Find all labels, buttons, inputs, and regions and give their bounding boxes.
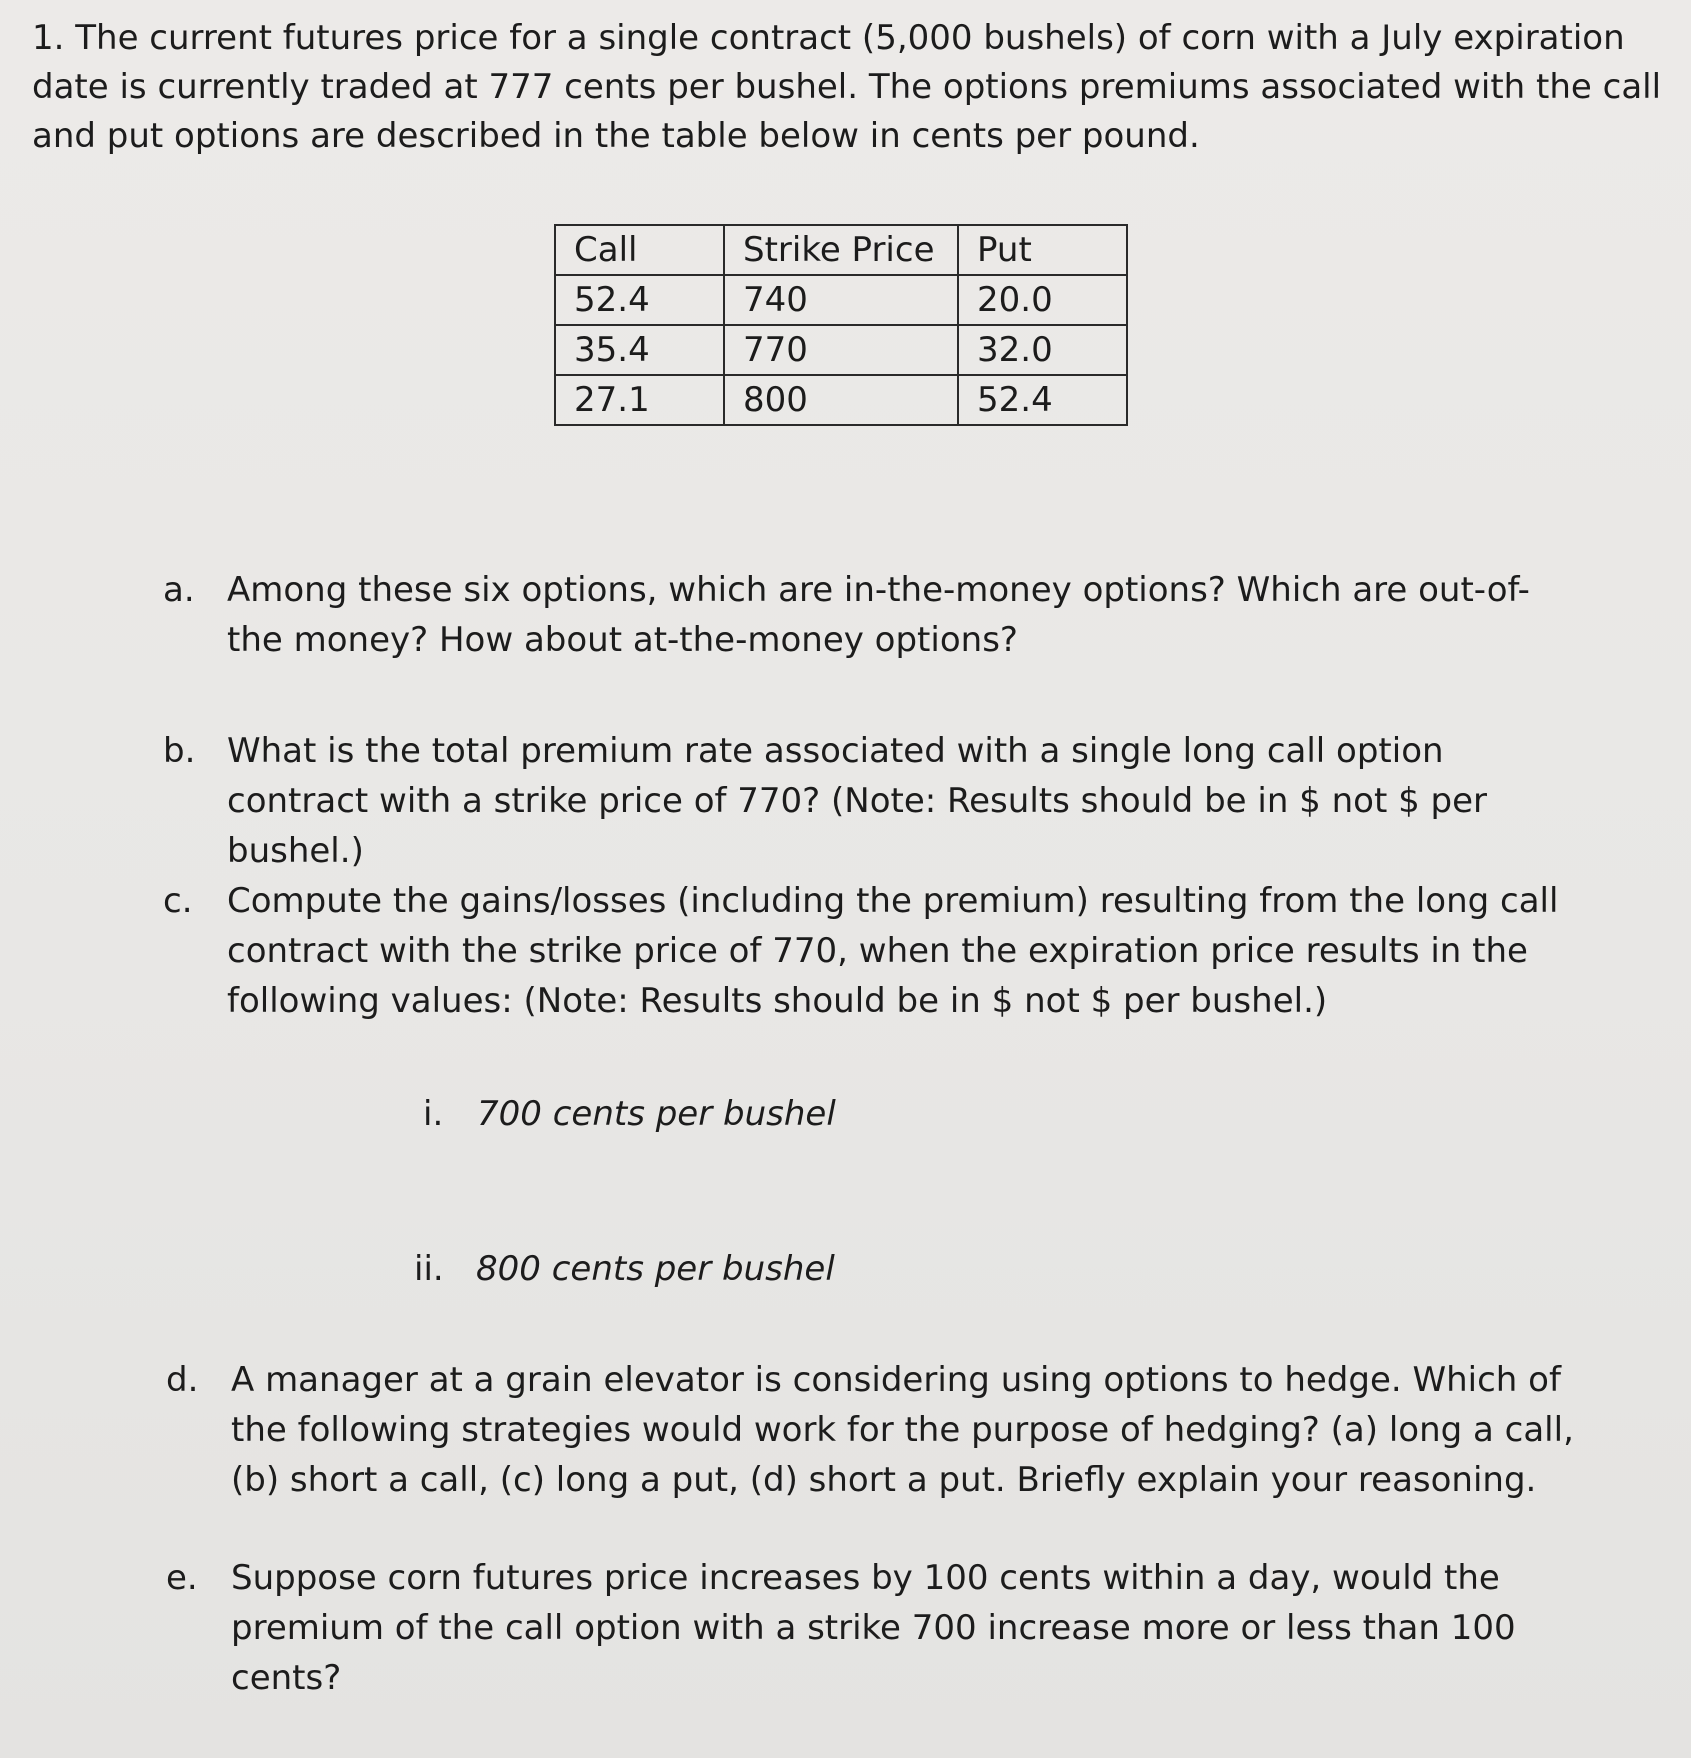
subquestion-ii bbox=[414, 1244, 835, 1294]
cell-put: 32.0 bbox=[958, 325, 1127, 375]
header-call: Call bbox=[555, 225, 724, 275]
question-letter: e. bbox=[166, 1558, 198, 1598]
cell-strike: 770 bbox=[724, 325, 958, 375]
table-row bbox=[555, 325, 1127, 375]
cell-call: 35.4 bbox=[555, 325, 724, 375]
question-a bbox=[163, 565, 1583, 665]
table-row bbox=[555, 375, 1127, 425]
table-header-row bbox=[555, 225, 1127, 275]
question-letter: c. bbox=[163, 881, 193, 921]
cell-put: 20.0 bbox=[958, 275, 1127, 325]
header-put: Put bbox=[958, 225, 1127, 275]
question-text: Compute the gains/losses (including the premium) resulting from the long call contract with the strike price of 770, when the expiration price results in the following values: (Note: Results should be in $ not $ per bushel.) bbox=[227, 881, 1559, 1021]
subquestion-numeral: i. bbox=[423, 1094, 444, 1134]
cell-call: 27.1 bbox=[555, 375, 724, 425]
question-b bbox=[163, 726, 1583, 876]
question-letter: b. bbox=[163, 731, 196, 771]
cell-put: 52.4 bbox=[958, 375, 1127, 425]
question-letter: d. bbox=[166, 1360, 199, 1400]
cell-strike: 740 bbox=[724, 275, 958, 325]
cell-strike: 800 bbox=[724, 375, 958, 425]
subquestion-i bbox=[423, 1089, 836, 1139]
question-text: Suppose corn futures price increases by 100 cents within a day, would the premium of the call option with a strike 700 increase more or less than 100 cents? bbox=[231, 1558, 1516, 1698]
subquestion-text: 800 cents per bushel bbox=[476, 1249, 835, 1289]
question-letter: a. bbox=[163, 570, 195, 610]
options-premium-table bbox=[554, 224, 1128, 426]
question-d bbox=[166, 1355, 1626, 1505]
header-strike-price: Strike Price bbox=[724, 225, 958, 275]
table-row bbox=[555, 275, 1127, 325]
question-e bbox=[166, 1553, 1626, 1703]
question-text: A manager at a grain elevator is considering using options to hedge. Which of the following strategies would work for the purpose of hedging? (a) long a call, (b) short a call, (c) long a put, (d) short a put. Briefly explain your reasoning. bbox=[231, 1360, 1574, 1500]
problem-intro: 1. The current futures price for a single contract (5,000 bushels) of corn with a July expiration date is currently traded at 777 cents per bushel. The options premiums associated with the call and put options are described in the table below in cents per pound. bbox=[32, 18, 1662, 156]
subquestion-numeral: ii. bbox=[414, 1249, 444, 1289]
subquestion-text: 700 cents per bushel bbox=[477, 1094, 836, 1134]
cell-call: 52.4 bbox=[555, 275, 724, 325]
question-text: What is the total premium rate associated with a single long call option contract with a strike price of 770? (Note: Results should be in $ not $ per bushel.) bbox=[227, 731, 1488, 871]
question-text: Among these six options, which are in-the-money options? Which are out-of-the money? How about at-the-money options? bbox=[227, 570, 1530, 660]
question-c bbox=[163, 876, 1583, 1026]
